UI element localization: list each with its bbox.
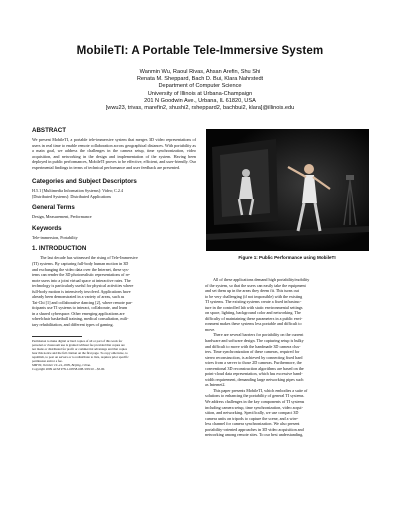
text-line: and set them up in the areas they deem fit. This turns out: [205, 288, 299, 294]
paragraph: [205, 277, 369, 332]
text-line: technology is particularly useful for physical activities where: [32, 283, 134, 289]
left-column: [32, 127, 196, 371]
text-line: in a shared cyberspace. Other emerging applications are: [32, 310, 125, 316]
text-line: There are several barriers for portability on the current: [213, 332, 304, 338]
text-line: sition, and networking. Specifically, we use compact 3D: [205, 410, 299, 416]
text-line: wheelchair basketball training, medical consultation, mili-: [32, 316, 129, 322]
paragraph: [205, 332, 369, 387]
paper-title: MobileTI: A Portable Tele-Immersive System: [76, 44, 324, 57]
text-line: (TI) systems. By capturing full-body human motion in 3D: [32, 261, 129, 267]
footnote-divider: [32, 336, 82, 337]
performance-photo-graphic: [206, 129, 369, 251]
text-line: networking among remote sites. To our best understanding,: [205, 432, 304, 438]
affiliation-department: Department of Computer Science: [158, 83, 242, 90]
affiliation-university: University of Illinois at Urbana-Champaign: [147, 90, 253, 97]
figure-caption: Figure 1: Public Performance using MobileTI: [238, 255, 336, 260]
footnote-line: Copyright 2009 ACM 978-1-60558-608-3/09/10 ...$5.00.: [32, 366, 106, 371]
abstract-text: We present MobileTI, a portable tele-immersive system that merges 3D video representations of users in real time to enable remote collaboration across geographical distances. With portability as a main goal, we address the challenges in the camera setup, time synchronization, video acquisition, and networking in the design and implementation of the system. Having been deployed in public performances, MobileTI proves to be effective, efficient, and user-friendly. Our experimental findings in terms of technical performance and user feedback are presented.: [32, 137, 196, 170]
text-line: TI systems. The existing systems create a fixed infrastruc-: [205, 299, 302, 305]
text-line: ters. Time synchronization of these cameras, required for: [205, 349, 300, 355]
footnote-line: Permission to make digital or hard copies of all or part of this work for: [32, 338, 123, 343]
footnote-line: personal or classroom use is granted without fee provided that copies are: [32, 342, 125, 347]
text-line: solutions to enhancing the portability of general TI systems.: [205, 393, 305, 399]
text-line: to be very challenging (if not impossible) with the existing: [205, 293, 303, 299]
text-line: tary rehabilitation, and different types of gaming.: [32, 322, 114, 328]
footnote-line: not made or distributed for profit or commercial advantage and that copies: [32, 346, 127, 351]
footnote-line: republish, to post on servers or to redistribute to lists, requires prior specific: [32, 354, 129, 359]
text-line: difficulty of maintaining these parameters in a public envi-: [205, 315, 303, 321]
text-line: and difficult to move with the handmade 3D camera clus-: [205, 343, 301, 349]
affiliation-address: 201 N Goodwin Ave., Urbana, IL 61820, USA: [144, 97, 256, 104]
text-line: ture in the controlled lab with static environmental settings: [205, 304, 303, 310]
text-line: full-body motion is intensively involved. Applications have: [32, 288, 131, 294]
author-names-1: Wanmin Wu, Raoul Rivas, Ahsan Arefin, Shu Shi: [139, 69, 261, 75]
author-block: [0, 69, 400, 112]
text-line: move.: [205, 326, 216, 332]
keywords-heading: Keywords: [32, 224, 62, 232]
text-line: camera units on tripods to capture the scene, and a wire-: [205, 415, 299, 421]
text-line: tems can render the 3D photorealistic representations of re-: [32, 272, 131, 278]
text-line: ticipants use TI systems to interact, collaborate, and learn: [32, 305, 128, 311]
general-terms-heading: General Terms: [32, 204, 75, 212]
text-line: and exchanging the video data over the Internet, these sys-: [32, 266, 130, 272]
text-line: conventional 3D reconstruction algorithms are based on the: [205, 365, 304, 371]
text-line: The last decade has witnessed the rising of Tele-Immersive: [40, 255, 138, 261]
author-emails: [wwu23, trivas, marefin2, shushi2, rsheppard2, bachbui2, klara]@illinois.edu: [105, 105, 295, 112]
author-names-2: Renata M. Sheppard, Bach D. Bui, Klara Nahrstedt: [136, 76, 264, 83]
text-line: hardware and software design. The capturing setup is bulky: [205, 338, 304, 344]
footnote-line: bear this notice and the full citation on the first page. To copy otherwise, to: [32, 350, 128, 355]
text-line: This paper presents MobileTI, which embodies a suite of: [213, 387, 308, 393]
text-line: portability-oriented approaches in 3D video acquisition and: [205, 426, 304, 432]
text-line: wires from a server to those 2D cameras. Furthermore, the: [205, 360, 302, 366]
keywords-text: Tele-immersion, Portability: [32, 234, 78, 240]
introduction-heading: 1. INTRODUCTION: [32, 245, 87, 253]
text-line: stereo reconstruction, is achieved by connecting fixed hard: [205, 354, 303, 360]
text-line: less channel for camera synchronization. We also present: [205, 421, 300, 427]
text-line: We address challenges in the key components of TI systems: [205, 399, 305, 405]
permission-footnote: [32, 339, 196, 371]
text-line: on space, lighting, background color and networking. The: [205, 310, 301, 316]
paragraph: [205, 388, 369, 438]
text-line: ronment makes these systems less portable and difficult to: [205, 321, 302, 327]
text-line: mote users into a joint virtual space at interactive rates. The: [32, 277, 131, 283]
text-line: Tai-Chi [1] and collaborative dancing [2], where remote par-: [32, 299, 133, 305]
text-line: including camera setup, time synchronization, video acqui-: [205, 404, 303, 410]
performance-photo: [206, 129, 369, 251]
general-terms-text: Design, Measurement, Performance: [32, 214, 92, 220]
text-line: as Internet2.: [205, 382, 226, 388]
introduction-body: [32, 255, 196, 327]
text-line: of the system, so that the users can easily take the equipment: [205, 282, 306, 288]
abstract-heading: ABSTRACT: [32, 127, 67, 134]
footnote-line: MM'09, October 19–24, 2009, Beijing, China.: [32, 362, 91, 367]
text-line: All of these applications demand high portability/mobility: [213, 277, 310, 282]
text-line: point-cloud data representation, which has excessive band-: [205, 371, 303, 377]
footnote-line: permission and/or a fee.: [32, 358, 63, 363]
text-line: width requirement, demanding large networking pipes such: [205, 376, 304, 382]
text-line: already been demonstrated in a variety of areas, such as: [32, 294, 125, 300]
categories-heading: Categories and Subject Descriptors: [32, 178, 137, 186]
categories-line-1: H.5.1 [Multimedia Information Systems]: Video; C.2.4: [32, 188, 124, 194]
categories-line-2: [Distributed Systems]: Distributed Applications: [32, 193, 112, 199]
right-column: [205, 277, 369, 438]
